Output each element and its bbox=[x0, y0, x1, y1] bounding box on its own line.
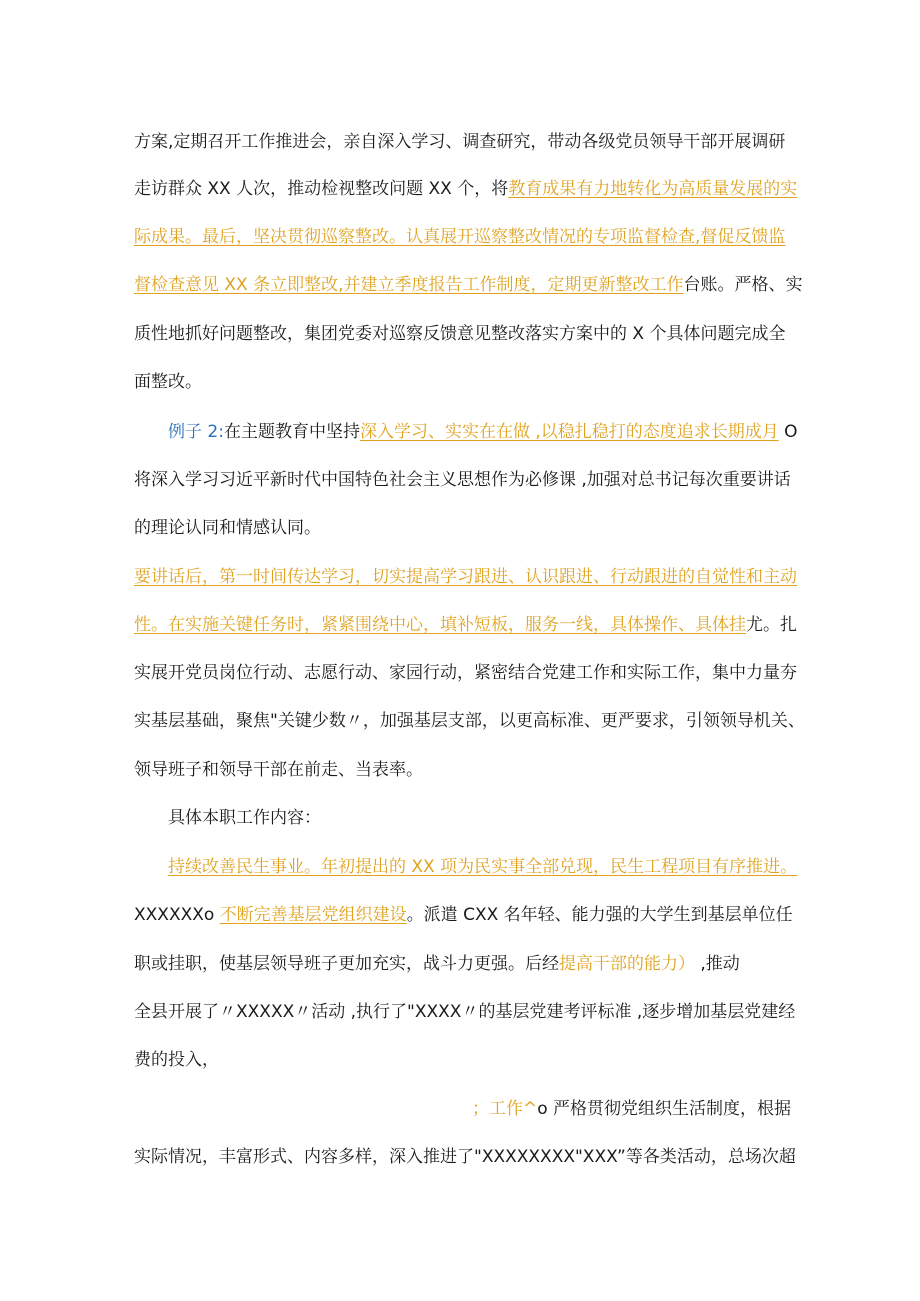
text-segment: o 严格贯彻党组织生活制度，根据 bbox=[537, 1099, 792, 1119]
highlighted-text: 督检查意见 XX 条立即整改,并建立季度报告工作制度，定期更新整改工作 bbox=[134, 275, 684, 295]
text-segment: 费的投入， bbox=[134, 1050, 219, 1070]
paragraph-line bbox=[134, 1145, 796, 1169]
text-segment: 方案,定期召开工作推进会，亲自深入学习、调查研究，带动各级党员领导干部开展调研 bbox=[134, 132, 786, 152]
text-segment: 实基层基础，聚焦"关键少数〃，加强基层支部，以更高标准、更严要求，引领领导机关、 bbox=[134, 711, 805, 731]
paragraph-line bbox=[134, 952, 740, 976]
paragraph-line bbox=[134, 613, 797, 637]
paragraph-line bbox=[134, 709, 805, 733]
paragraph-line bbox=[134, 225, 785, 249]
text-segment: 全县开展了〃XXXXX〃活动 ,执行了"XXXX〃的基层党建考评标准 ,逐步增加基层党建经 bbox=[134, 1002, 796, 1022]
paragraph-line bbox=[134, 177, 797, 201]
text-segment: ,推动 bbox=[695, 954, 740, 974]
text-segment: 台账。严格、实 bbox=[683, 275, 803, 295]
highlighted-text: 例子 2: bbox=[168, 422, 224, 442]
paragraph-line bbox=[134, 565, 797, 589]
paragraph-line bbox=[134, 468, 791, 492]
paragraph-line bbox=[134, 130, 785, 154]
highlighted-text: ；工作^ bbox=[472, 1099, 538, 1119]
highlighted-text: 际成果。最后，坚决贯彻巡察整改。认真展开巡察整改情况的专项监督检查,督促反馈监 bbox=[134, 227, 786, 247]
text-segment: XXXXXXo bbox=[134, 905, 220, 925]
paragraph-line bbox=[134, 273, 803, 297]
paragraph-line bbox=[134, 1048, 219, 1072]
text-segment: 面整改。 bbox=[134, 372, 202, 392]
text-segment: O bbox=[778, 422, 798, 442]
text-segment: 实际情况，丰富形式、内容多样，深入推进了"XXXXXXXX"XXX”等各类活动，总场次超 bbox=[134, 1147, 796, 1167]
highlighted-text: 性。在实施关键任务时，紧紧围绕中心，填补短板，服务一线，具体操作、具体挂 bbox=[134, 615, 746, 635]
text-segment: 的理论认同和情感认同。 bbox=[134, 518, 321, 538]
highlighted-text: 教育成果有力地转化为高质量发展的实 bbox=[508, 179, 798, 199]
section-heading-line bbox=[168, 806, 321, 830]
highlighted-text: 深入学习、实实在在做 ,以稳扎稳打的态度追求长期成月 bbox=[359, 422, 779, 442]
highlighted-text: 要讲话后，第一时间传达学习，切实提高学习跟进、认识跟进、行动跟进的自觉性和主动 bbox=[134, 567, 797, 587]
paragraph-line bbox=[134, 903, 793, 927]
paragraph-line bbox=[472, 1097, 791, 1121]
paragraph-line bbox=[168, 855, 797, 879]
paragraph-line bbox=[134, 661, 797, 685]
text-segment: 具体本职工作内容： bbox=[168, 808, 321, 828]
text-segment: 将深入学习习近平新时代中国特色社会主义思想作为必修课 ,加强对总书记每次重要讲话 bbox=[134, 470, 791, 490]
paragraph-line bbox=[134, 370, 202, 394]
text-segment: 质性地抓好问题整改，集团党委对巡察反馈意见整改落实方案中的 X 个具体问题完成全 bbox=[134, 324, 786, 344]
text-segment: 在主题教育中坚持 bbox=[223, 422, 360, 442]
highlighted-text: 持续改善民生事业。年初提出的 XX 项为民实事全部兑现，民生工程项目有序推进。 bbox=[168, 857, 798, 877]
paragraph-line bbox=[134, 516, 321, 540]
text-segment: 职或挂职，使基层领导班子更加充实，战斗力更强。后经 bbox=[134, 954, 559, 974]
text-segment: 领导班子和领导干部在前走、当表率。 bbox=[134, 760, 423, 780]
paragraph-line bbox=[134, 1000, 795, 1024]
text-segment: 走访群众 XX 人次，推动检视整改问题 XX 个，将 bbox=[134, 179, 509, 199]
text-segment: 尤。扎 bbox=[746, 615, 797, 635]
highlighted-text: 不断完善基层党组织建设 bbox=[219, 905, 407, 925]
paragraph-line bbox=[134, 322, 785, 346]
highlighted-text: 提高干部的能力） bbox=[559, 954, 695, 974]
text-segment: 。派遣 CXX 名年轻、能力强的大学生到基层单位任 bbox=[406, 905, 793, 925]
paragraph-line bbox=[134, 758, 423, 782]
example-heading-line bbox=[168, 420, 798, 444]
text-segment: 实展开党员岗位行动、志愿行动、家园行动，紧密结合党建工作和实际工作，集中力量夯 bbox=[134, 663, 797, 683]
